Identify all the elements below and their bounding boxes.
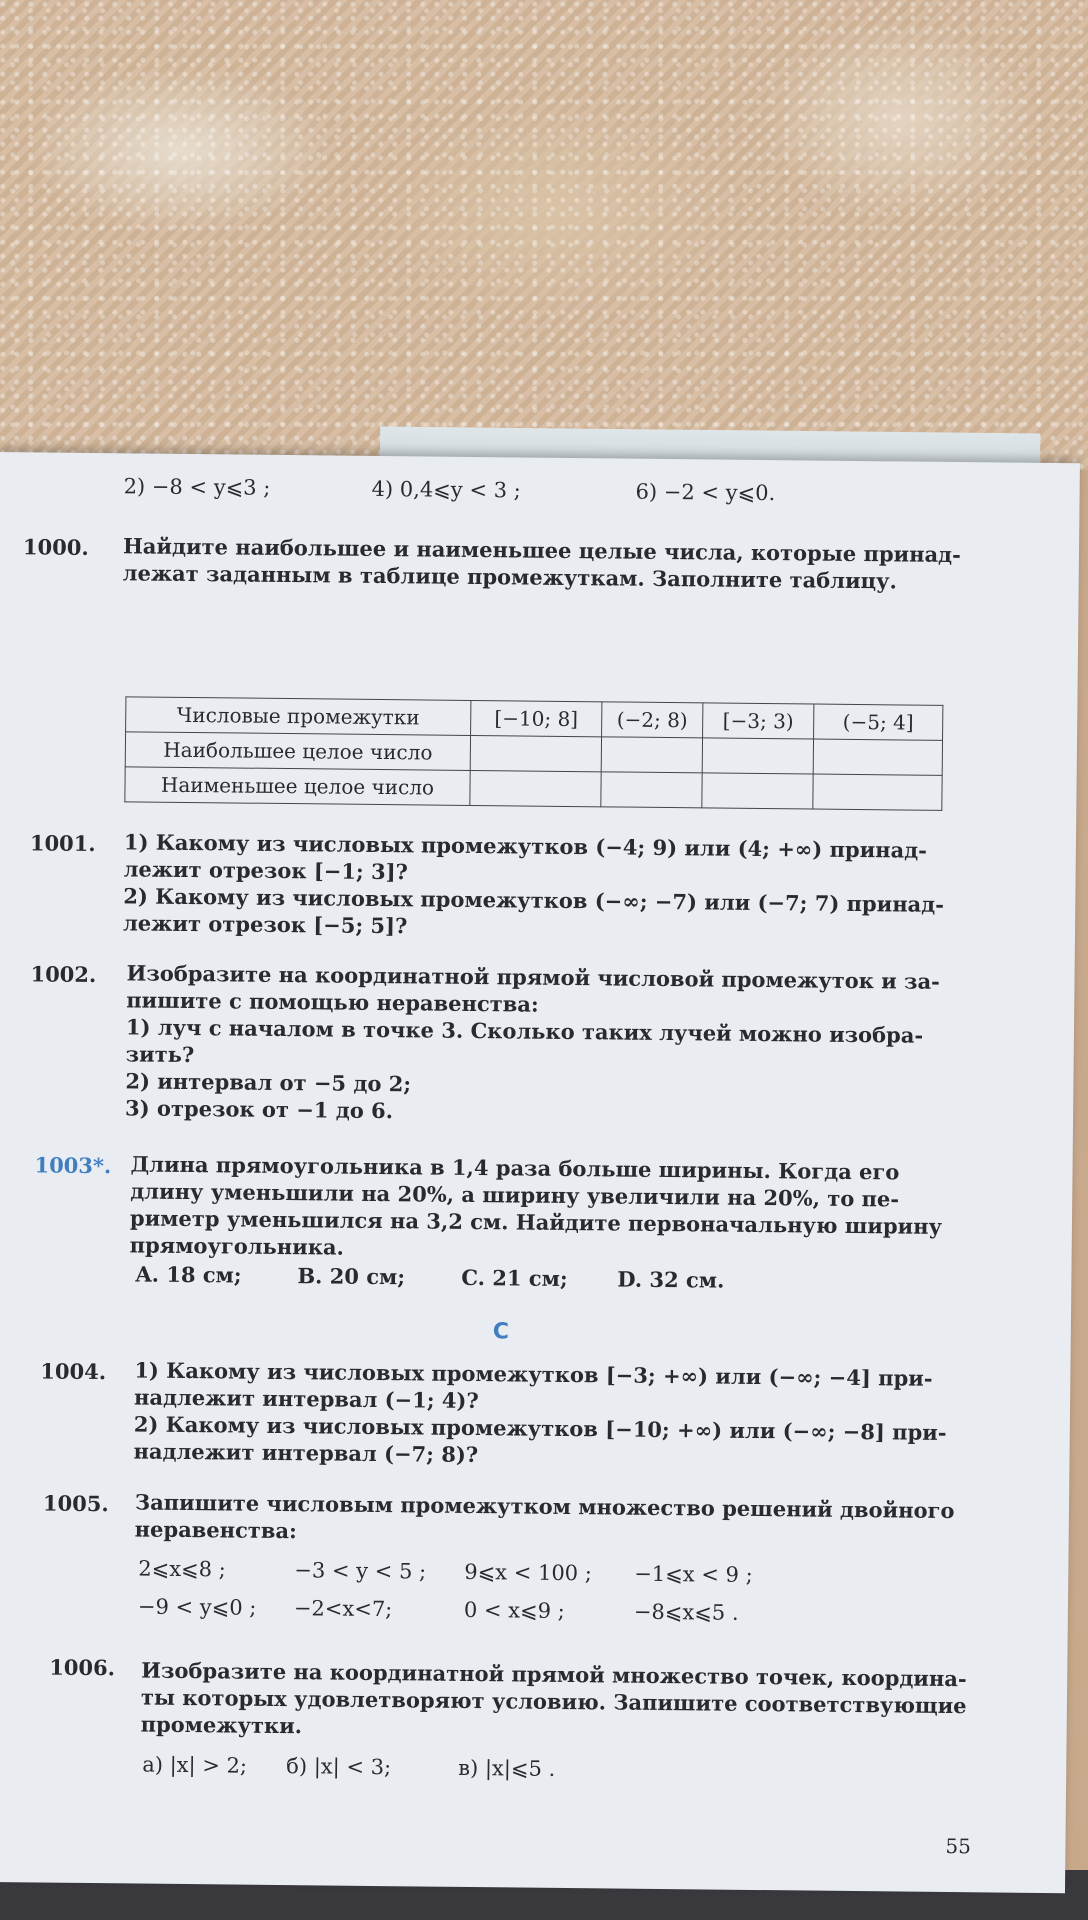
exercise-number: 1000.: [22, 534, 89, 560]
abs-item: б) |x| < 3;: [286, 1754, 392, 1780]
exercise-text-line: Изобразите на координатной прямой числовой промежуток и за-: [126, 960, 940, 994]
table-empty-cell: [601, 772, 702, 808]
table-header-cell: [−3; 3): [703, 703, 814, 739]
inequality-item: −1⩽x < 9 ;: [634, 1561, 753, 1587]
textbook-page: [0, 452, 1080, 1893]
exercise-number: 1004.: [40, 1358, 107, 1385]
exercise-text-line: Длина прямоугольника в 1,4 раза больше ширины. Когда его: [130, 1151, 900, 1185]
exercise-text-line: 1) Какому из числовых промежутков [−3; +∞) или (−∞; −4] при-: [134, 1357, 933, 1391]
table-empty-cell: [813, 774, 942, 810]
table-row-label: Наибольшее целое число: [125, 732, 470, 771]
answer-option-text: 21 см;: [492, 1265, 568, 1291]
exercise-text-line: неравенства:: [134, 1516, 297, 1544]
exercise-text-line: 3) отрезок от −1 до 6.: [125, 1095, 394, 1124]
exercise-text-line: лежит отрезок [−1; 3]?: [123, 856, 409, 885]
exercise-text-line: надлежит интервал (−1; 4)?: [133, 1384, 479, 1414]
exercise-text-line: прямоугольника.: [129, 1232, 345, 1260]
exercise-text-line: 2) Какому из числовых промежутков (−∞; −7) или (−7; 7) принад-: [123, 883, 945, 917]
exercise-text-line: лежат заданным в таблице промежуткам. Заполните таблицу.: [122, 560, 898, 594]
answer-option-text: 32 см.: [649, 1266, 725, 1293]
answer-option: [297, 1263, 405, 1290]
answer-option: [461, 1265, 568, 1292]
answer-option-letter: A.: [135, 1261, 160, 1287]
abs-item: а) |x| > 2;: [142, 1752, 248, 1778]
exercise-text-line: Изобразите на координатной прямой множество точек, координа-: [141, 1657, 967, 1692]
section-letter: C: [492, 1319, 510, 1345]
answer-option-letter: C.: [461, 1264, 486, 1291]
top-line-item: 6) −2 < y⩽0.: [635, 479, 776, 506]
exercise-text-line: 2) интервал от −5 до 2;: [125, 1068, 412, 1097]
exercise-number: 1006.: [49, 1654, 116, 1681]
exercise-text-line: ты которых удовлетворяют условию. Запишите соответствующие: [140, 1684, 967, 1719]
top-line-item: 4) 0,4⩽y < 3 ;: [371, 476, 521, 503]
intervals-table: [124, 696, 943, 811]
exercise-text-line: надлежит интервал (−7; 8)?: [133, 1438, 479, 1468]
exercise-text-line: лежит отрезок [−5; 5]?: [122, 910, 408, 939]
table-header-cell: [−10; 8]: [471, 700, 602, 736]
exercise-text-line: пишите с помощью неравенства:: [126, 987, 539, 1017]
inequality-item: 2⩽x⩽8 ;: [138, 1556, 226, 1582]
table-empty-cell: [702, 738, 813, 774]
inequality-item: 9⩽x < 100 ;: [464, 1559, 593, 1586]
exercise-number: 1003*.: [34, 1152, 112, 1179]
exercise-text-line: 1) Какому из числовых промежутков (−4; 9) или (4; +∞) принад-: [123, 829, 928, 863]
answer-option-letter: D.: [617, 1266, 643, 1292]
exercise-text-line: Запишите числовым промежутком множество решений двойного: [134, 1489, 955, 1524]
inequality-item: −9 < y⩽0 ;: [137, 1594, 257, 1620]
table-row: [125, 767, 942, 811]
exercise-text-line: Найдите наибольшее и наименьшее целые числа, которые принад-: [122, 533, 961, 568]
answer-option: [135, 1261, 242, 1288]
exercise-text-line: промежутки.: [140, 1711, 303, 1739]
table-empty-cell: [470, 735, 601, 771]
inequality-item: −3 < y < 5 ;: [294, 1558, 427, 1584]
inequality-item: 0 < x⩽9 ;: [463, 1597, 565, 1623]
exercise-text-line: длину уменьшили на 20%, а ширину увеличили на 20%, то пе-: [130, 1178, 900, 1212]
table-header-cell: (−5; 4]: [814, 704, 943, 740]
exercise-text-line: риметр уменьшился на 3,2 см. Найдите первоначальную ширину: [129, 1205, 943, 1239]
exercise-text-line: 2) Какому из числовых промежутков [−10; +∞) или (−∞; −8] при-: [133, 1411, 947, 1445]
exercise-text-line: зить?: [125, 1041, 195, 1068]
top-line-item: 2) −8 < y⩽3 ;: [123, 474, 271, 500]
inequality-item: −8⩽x⩽5 .: [633, 1599, 739, 1625]
exercise-number: 1001.: [29, 830, 96, 857]
table-empty-cell: [813, 739, 942, 775]
table-header-cell: (−2; 8): [602, 702, 703, 738]
exercise-number: 1005.: [42, 1490, 109, 1517]
answer-option-letter: B.: [297, 1263, 323, 1289]
table-empty-cell: [601, 737, 702, 773]
table-empty-cell: [702, 773, 813, 809]
abs-item: в) |x|⩽5 .: [458, 1755, 556, 1781]
answer-option: [617, 1267, 724, 1294]
table-header-cell: Числовые промежутки: [126, 697, 471, 736]
table-empty-cell: [470, 770, 601, 806]
wallpaper-background: [0, 0, 1088, 470]
inequality-item: −2<x<7;: [293, 1596, 393, 1622]
answer-option-text: 20 см;: [329, 1263, 406, 1290]
exercise-text-line: 1) луч с началом в точке 3. Сколько таких лучей можно изобра-: [125, 1014, 924, 1048]
page-number: 55: [945, 1833, 972, 1859]
table-row-label: Наименьшее целое число: [125, 767, 470, 806]
answer-option-text: 18 см;: [166, 1261, 242, 1288]
exercise-number: 1002.: [30, 961, 97, 988]
